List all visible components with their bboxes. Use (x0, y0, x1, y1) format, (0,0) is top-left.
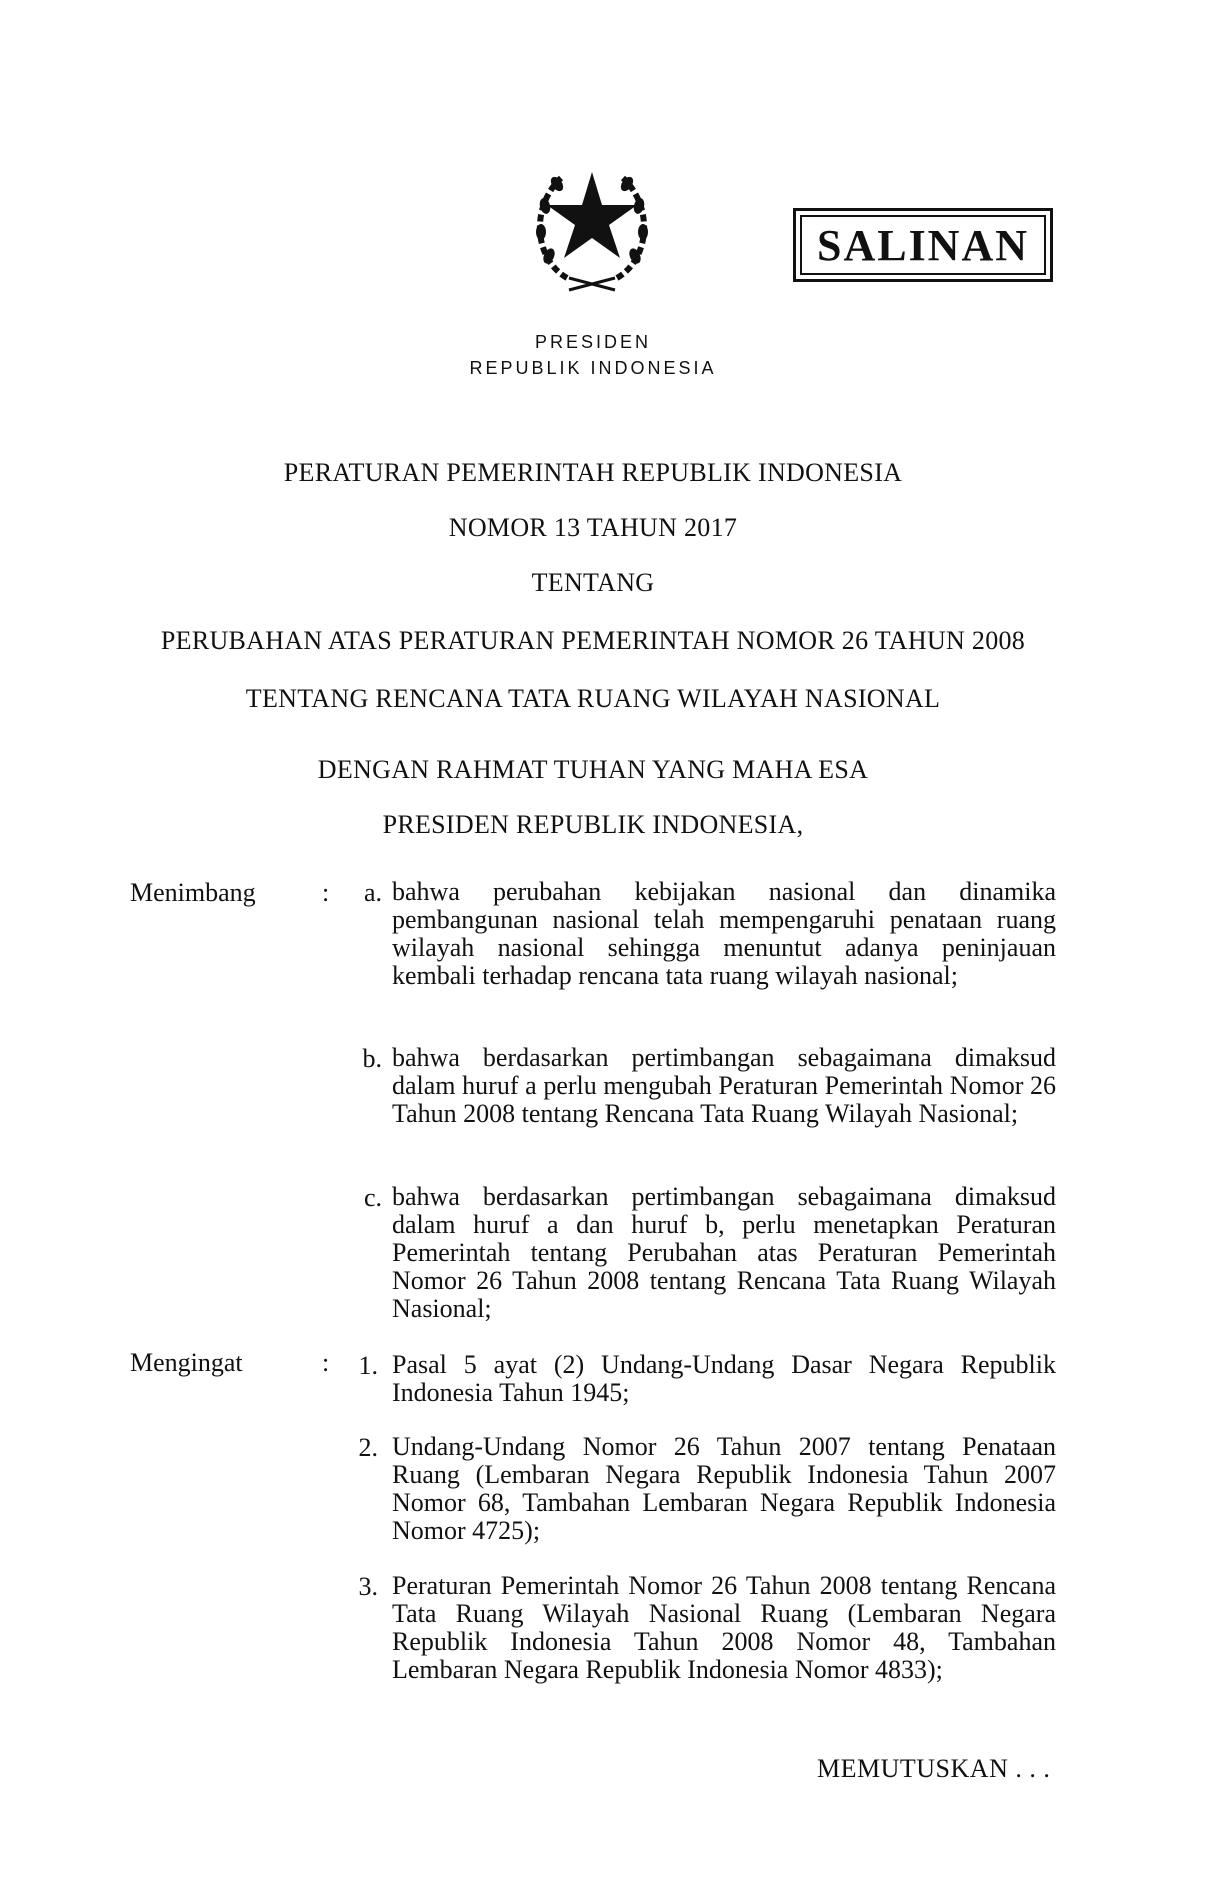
menimbang-marker-a: a. (363, 878, 382, 907)
star-wreath-emblem-icon (527, 150, 657, 300)
menimbang-marker-b: b. (362, 1044, 382, 1073)
mengingat-label: Mengingat (130, 1348, 243, 1377)
regulation-number: NOMOR 13 TAHUN 2017 (448, 513, 738, 542)
menimbang-item-c: bahwa berdasarkan pertimbangan sebagaimana dimaksud dalam huruf a dan huruf b, perlu menetapkan Peraturan Pemerintah tentang Perubahan atas Peraturan Pemerintah Nomor 26 Tahun 2008 tentang Rencana Tata Ruang Wilayah Nasional; (392, 1182, 1056, 1323)
subject-line-1: PERUBAHAN ATAS PERATURAN PEMERINTAH NOMOR 26 TAHUN 2008 (160, 626, 1026, 655)
mengingat-marker-1: 1. (358, 1351, 378, 1380)
mengingat-colon: : (322, 1348, 330, 1377)
issuer: PRESIDEN REPUBLIK INDONESIA, (382, 810, 804, 839)
salinan-stamp (793, 208, 1053, 282)
subject-line-2: TENTANG RENCANA TATA RUANG WILAYAH NASIONAL (245, 684, 941, 713)
continuation-catchword: MEMUTUSKAN . . . (817, 1754, 1051, 1783)
menimbang-item-b: bahwa berdasarkan pertimbangan sebagaimana dimaksud dalam huruf a perlu mengubah Peraturan Pemerintah Nomor 26 Tahun 2008 tentang Rencana Tata Ruang Wilayah Nasional; (392, 1043, 1056, 1128)
regulation-title: PERATURAN PEMERINTAH REPUBLIK INDONESIA (283, 458, 903, 487)
mengingat-marker-2: 2. (358, 1433, 378, 1462)
invocation: DENGAN RAHMAT TUHAN YANG MAHA ESA (317, 755, 869, 784)
menimbang-marker-c: c. (363, 1183, 382, 1212)
menimbang-colon: : (322, 878, 330, 907)
menimbang-label: Menimbang (130, 878, 256, 907)
menimbang-item-a: bahwa perubahan kebijakan nasional dan dinamika pembangunan nasional telah mempengaruhi penataan ruang wilayah nasional sehingga menuntut adanya peninjauan kembali terhadap rencana tata ruang wilayah nasional; (392, 877, 1056, 990)
tentang-heading: TENTANG (531, 568, 655, 597)
mengingat-marker-3: 3. (358, 1572, 378, 1601)
stamp-text: SALINAN (800, 215, 1046, 275)
mengingat-item-3: Peraturan Pemerintah Nomor 26 Tahun 2008 tentang Rencana Tata Ruang Wilayah Nasional Ruang (Lembaran Negara Republik Indonesia Tahun 2008 Nomor 48, Tambahan Lembaran Negara Republik Indonesia Nomor 4833); (392, 1571, 1056, 1684)
presiden-label: PRESIDEN (534, 332, 652, 352)
republik-indonesia-label: REPUBLIK INDONESIA (469, 358, 717, 378)
mengingat-item-1: Pasal 5 ayat (2) Undang-Undang Dasar Negara Republik Indonesia Tahun 1945; (392, 1350, 1056, 1407)
mengingat-item-2: Undang-Undang Nomor 26 Tahun 2007 tentang Penataan Ruang (Lembaran Negara Republik Indonesia Tahun 2007 Nomor 68, Tambahan Lembaran Negara Republik Indonesia Nomor 4725); (392, 1432, 1056, 1545)
